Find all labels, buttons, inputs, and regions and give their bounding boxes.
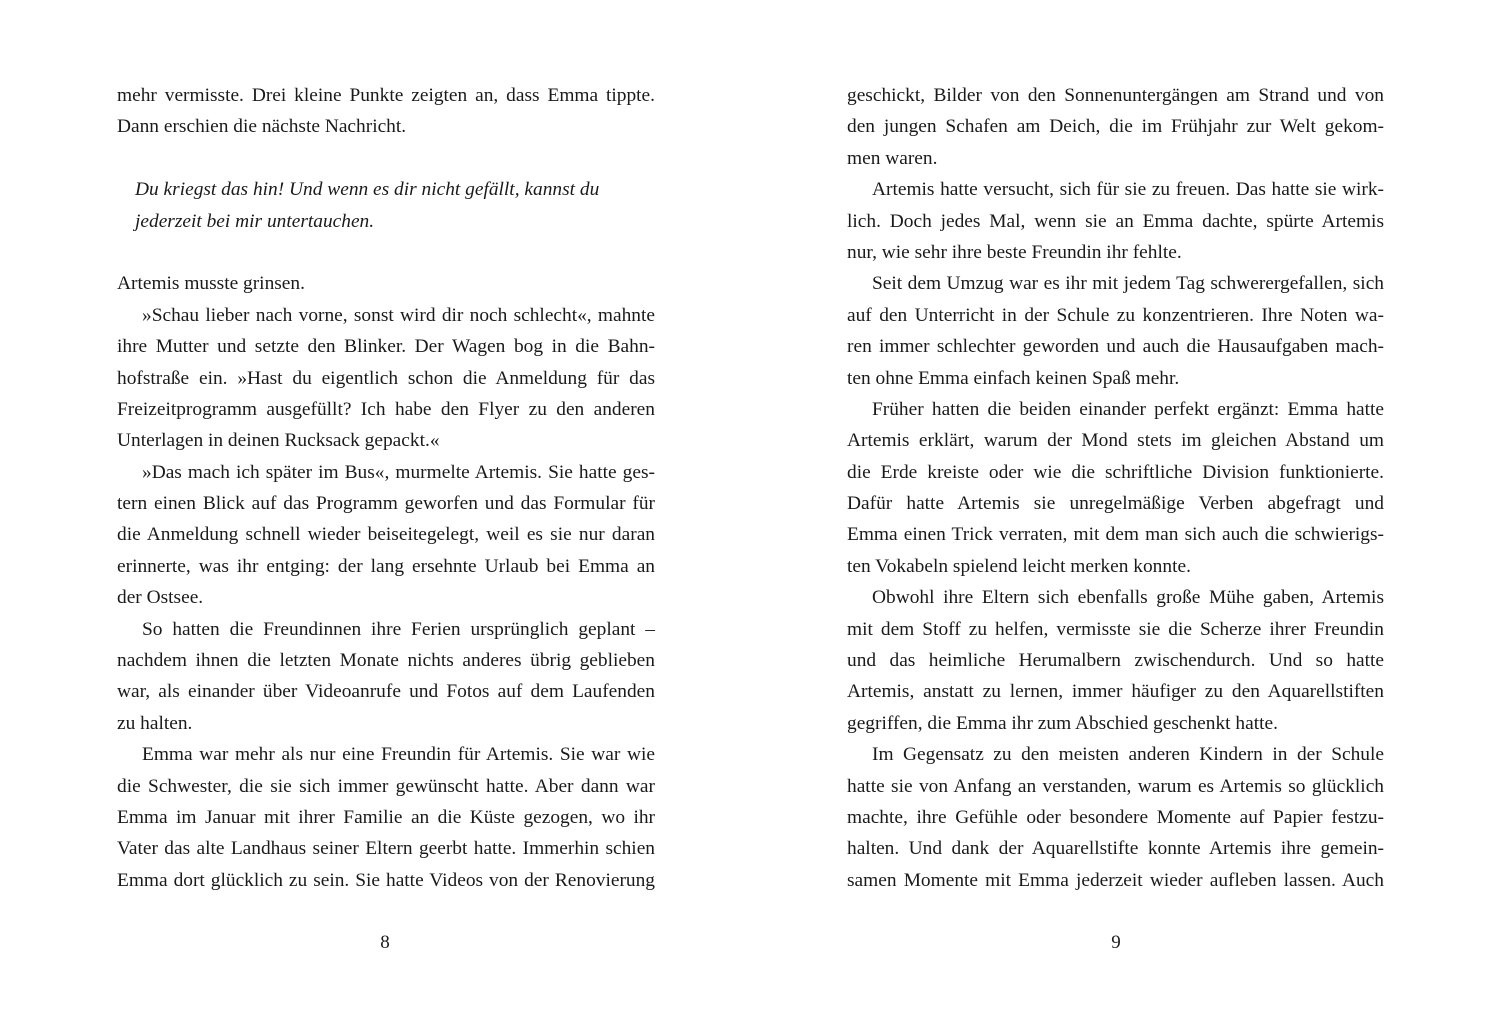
text-line: Artemis erklärt, warum der Mond stets im gleichen Abstand um (847, 430, 1384, 452)
left-page-text (117, 80, 655, 896)
text-line: »Das mach ich später im Bus«, murmelte Artemis. Sie hatte ges- (142, 461, 655, 483)
text-line: den jungen Schafen am Deich, die im Frühjahr zur Welt gekom- (847, 116, 1384, 138)
text-line: Vater das alte Landhaus seiner Eltern geerbt hatte. Immerhin schien (117, 838, 655, 860)
text-line: Artemis, anstatt zu lernen, immer häufiger zu den Aquarellstiften (847, 681, 1384, 703)
text-line: war, als einander über Videoanrufe und Fotos auf dem Laufenden (117, 681, 655, 703)
text-line: zu halten. (117, 712, 193, 734)
text-line: machte, ihre Gefühle oder besondere Momente auf Papier festzu- (847, 806, 1384, 828)
text-line: Freizeitprogramm ausgefüllt? Ich habe den Flyer zu den anderen (117, 398, 655, 420)
text-line: auf den Unterricht in der Schule zu konzentrieren. Ihre Noten wa- (847, 304, 1384, 326)
text-line: Emma im Januar mit ihrer Familie an die Küste gezogen, wo ihr (117, 806, 655, 828)
text-line: Früher hatten die beiden einander perfekt ergänzt: Emma hatte (872, 398, 1384, 420)
text-line: die Anmeldung schnell wieder beiseitegelegt, weil es sie nur daran (117, 524, 655, 546)
text-line: Artemis hatte versucht, sich für sie zu freuen. Das hatte sie wirk- (872, 179, 1384, 201)
text-line: ten ohne Emma einfach keinen Spaß mehr. (847, 367, 1180, 389)
text-line: So hatten die Freundinnen ihre Ferien ursprünglich geplant – (142, 618, 655, 640)
text-line: »Schau lieber nach vorne, sonst wird dir noch schlecht«, mahnte (142, 304, 655, 326)
text-line: die Schwester, die sie sich immer gewünscht hatte. Aber dann war (117, 775, 655, 797)
text-line: halten. Und dank der Aquarellstifte konnte Artemis ihre gemein- (847, 838, 1384, 860)
page-number: 8 (380, 932, 390, 953)
text-line: Emma dort glücklich zu sein. Sie hatte Videos von der Renovierung (117, 869, 655, 891)
text-line: die Erde kreiste oder wie die schriftliche Division funktionierte. (847, 461, 1384, 483)
text-line: samen Momente mit Emma jederzeit wieder aufleben lassen. Auch (847, 869, 1384, 891)
text-line: Seit dem Umzug war es ihr mit jedem Tag schwerergefallen, sich (872, 273, 1384, 295)
text-line: und das heimliche Herumalbern zwischendurch. Und so hatte (847, 650, 1384, 672)
text-line: hofstraße ein. »Hast du eigentlich schon die Anmeldung für das (117, 367, 655, 389)
paragraph-gap (117, 143, 655, 174)
text-line: Artemis musste grinsen. (117, 273, 305, 295)
text-line: tern einen Blick auf das Programm geworfen und das Formular für (117, 493, 655, 515)
right-page-text (847, 80, 1384, 896)
text-line: men waren. (847, 147, 938, 169)
text-line: geschickt, Bilder von den Sonnenuntergängen am Strand und von (847, 85, 1384, 106)
quote-line: Du kriegst das hin! Und wenn es dir nicht gefällt, kannst du (135, 179, 600, 201)
italic-message-quote (117, 174, 655, 237)
text-line: Dafür hatte Artemis sie unregelmäßige Verben abgefragt und (847, 493, 1384, 515)
text-line: Unterlagen in deinen Rucksack gepackt.« (117, 430, 440, 452)
text-line: nur, wie sehr ihre beste Freundin ihr fehlte. (847, 241, 1182, 263)
text-line: Im Gegensatz zu den meisten anderen Kindern in der Schule (872, 744, 1384, 766)
text-line: ren immer schlechter geworden und auch die Hausaufgaben mach- (847, 336, 1384, 358)
text-line: ten Vokabeln spielend leicht merken konnte. (847, 555, 1191, 577)
text-line: erinnerte, was ihr entging: der lang ersehnte Urlaub bei Emma an (117, 555, 655, 577)
paragraph-gap (117, 237, 655, 268)
quote-line: jederzeit bei mir untertauchen. (135, 210, 375, 232)
text-line: ihre Mutter und setzte den Blinker. Der Wagen bog in die Bahn- (117, 336, 655, 358)
text-line: mehr vermisste. Drei kleine Punkte zeigten an, dass Emma tippte. (117, 85, 655, 106)
text-line: gegriffen, die Emma ihr zum Abschied geschenkt hatte. (847, 712, 1278, 734)
text-line: Dann erschien die nächste Nachricht. (117, 116, 407, 138)
text-line: Emma einen Trick verraten, mit dem man sich auch die schwierigs- (847, 524, 1384, 546)
text-line: Emma war mehr als nur eine Freundin für Artemis. Sie war wie (142, 744, 655, 766)
text-line: lich. Doch jedes Mal, wenn sie an Emma dachte, spürte Artemis (847, 210, 1384, 232)
text-line: der Ostsee. (117, 587, 204, 609)
right-page (750, 0, 1500, 1016)
text-line: Obwohl ihre Eltern sich ebenfalls große Mühe gaben, Artemis (872, 587, 1384, 609)
text-line: hatte sie von Anfang an verstanden, warum es Artemis so glücklich (847, 775, 1384, 797)
page-number: 9 (1111, 932, 1121, 953)
text-line: nachdem ihnen die letzten Monate nichts anderes übrig geblieben (117, 650, 655, 672)
text-line: mit dem Stoff zu helfen, vermisste sie die Scherze ihrer Freundin (847, 618, 1384, 640)
